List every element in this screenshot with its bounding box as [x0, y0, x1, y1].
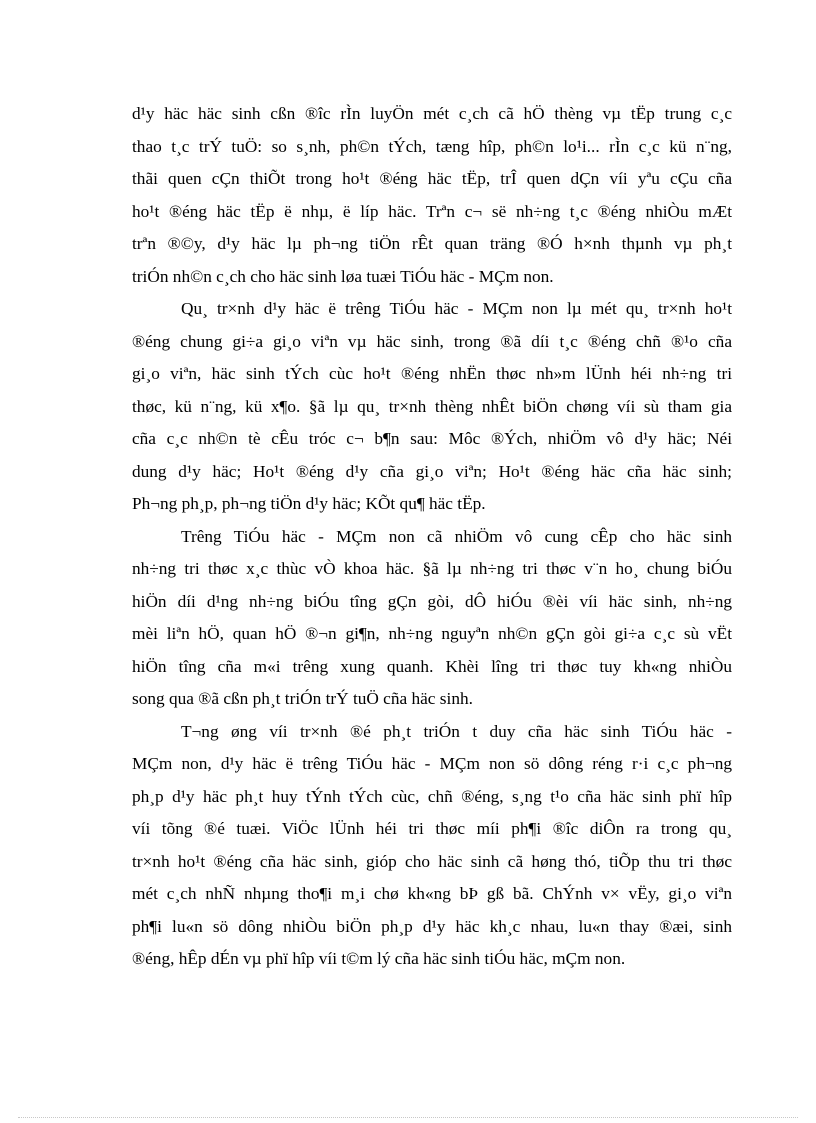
text-line: hiÖn díi d¹ng nh÷ng biÓu tîng gÇn gòi, dÔ hiÓu ®èi víi häc sinh, nh÷ng [132, 591, 732, 611]
text-line: song qua ®ã cßn ph¸t triÓn trÝ tuÖ cña häc sinh. [132, 689, 473, 708]
text-line: ph¸p d¹y häc ph¸t huy tÝnh tÝch cùc, chñ ®éng, s¸ng t¹o cña häc sinh phï hîp [132, 786, 732, 806]
page-bottom-rule [18, 1117, 798, 1118]
text-line: ®éng, hÊp dÉn vµ phï hîp víi t©m lý cña häc sinh tiÓu häc, mÇm non. [132, 949, 626, 968]
text-line: Qu¸ tr×nh d¹y häc ë trêng TiÓu häc - MÇm non lµ mét qu¸ tr×nh ho¹t [181, 299, 732, 318]
text-line: trªn ®©y, d¹y häc lµ ph¬ng tiÖn rÊt quan träng ®Ó h×nh thµnh vµ ph¸t [132, 234, 732, 253]
text-line: dung d¹y häc; Ho¹t ®éng d¹y cña gi¸o viªn; Ho¹t ®éng häc cña häc sinh; [132, 461, 732, 481]
text-line: thøc, kü n¨ng, kü x¶o. §ã lµ qu¸ tr×nh thèng nhÊt biÖn chøng víi sù tham gia [132, 396, 732, 416]
text-line: thãi quen cÇn thiÕt trong ho¹t ®éng häc tËp, trÎ quen dÇn víi yªu cÇu cña [132, 169, 732, 188]
text-line: víi tõng ®é tuæi. ViÖc lÜnh héi tri thøc míi ph¶i ®îc diÔn ra trong qu¸ [132, 819, 732, 838]
text-line: cña c¸c nh©n tè cÊu tróc c¬ b¶n sau: Môc ®Ých, nhiÖm vô d¹y häc; Néi [132, 429, 732, 448]
text-line: T¬ng øng víi tr×nh ®é ph¸t triÓn t duy cña häc sinh TiÓu häc - [181, 721, 732, 741]
text-line: hiÖn tîng cña m«i trêng xung quanh. Khèi lîng tri thøc tuy kh«ng nhiÒu [132, 656, 732, 676]
text-line: tr×nh ho¹t ®éng cña häc sinh, gióp cho häc sinh cã høng thó, tiÕp thu tri thøc [132, 851, 732, 871]
text-line: triÓn nh©n c¸ch cho häc sinh løa tuæi TiÓu häc - MÇm non. [132, 266, 554, 286]
text-line: Ph¬ng ph¸p, ph¬ng tiÖn d¹y häc; KÕt qu¶ häc tËp. [132, 494, 486, 513]
text-line: nh÷ng tri thøc x¸c thùc vÒ khoa häc. §ã lµ nh÷ng tri thøc v¨n ho¸ chung biÓu [132, 559, 732, 578]
body-text [132, 98, 732, 976]
text-line: d¹y häc häc sinh cßn ®îc rÌn luyÖn mét c¸ch cã hÖ thèng vµ tËp trung c¸c [132, 104, 732, 123]
text-line: mét c¸ch nhÑ nhµng tho¶i m¸i chø kh«ng bÞ gß bã. ChÝnh v× vËy, gi¸o viªn [132, 884, 732, 903]
text-line: ph¶i lu«n sö dông nhiÒu biÖn ph¸p d¹y häc kh¸c nhau, lu«n thay ®æi, sinh [132, 916, 732, 936]
text-line: MÇm non, d¹y häc ë trêng TiÓu häc - MÇm non sö dông réng r·i c¸c ph¬ng [132, 754, 732, 773]
text-line: gi¸o viªn, häc sinh tÝch cùc ho¹t ®éng nhËn thøc nh»m lÜnh héi nh÷ng tri [132, 364, 732, 383]
text-line: thao t¸c trÝ tuÖ: so s¸nh, ph©n tÝch, tæng hîp, ph©n lo¹i... rÌn c¸c kü n¨ng, [132, 136, 732, 156]
text-line: Trêng TiÓu häc - MÇm non cã nhiÖm vô cung cÊp cho häc sinh [181, 526, 732, 546]
text-line: ho¹t ®éng häc tËp ë nhµ, ë líp häc. Trªn c¬ së nh÷ng t¸c ®éng nhiÒu mÆt [132, 201, 732, 221]
text-line: ®éng chung gi÷a gi¸o viªn vµ häc sinh, trong ®ã díi t¸c ®éng chñ ®¹o cña [132, 331, 732, 351]
text-line: mèi liªn hÖ, quan hÖ ®¬n gi¶n, nh÷ng nguyªn nh©n gÇn gòi gi÷a c¸c sù vËt [132, 624, 732, 643]
